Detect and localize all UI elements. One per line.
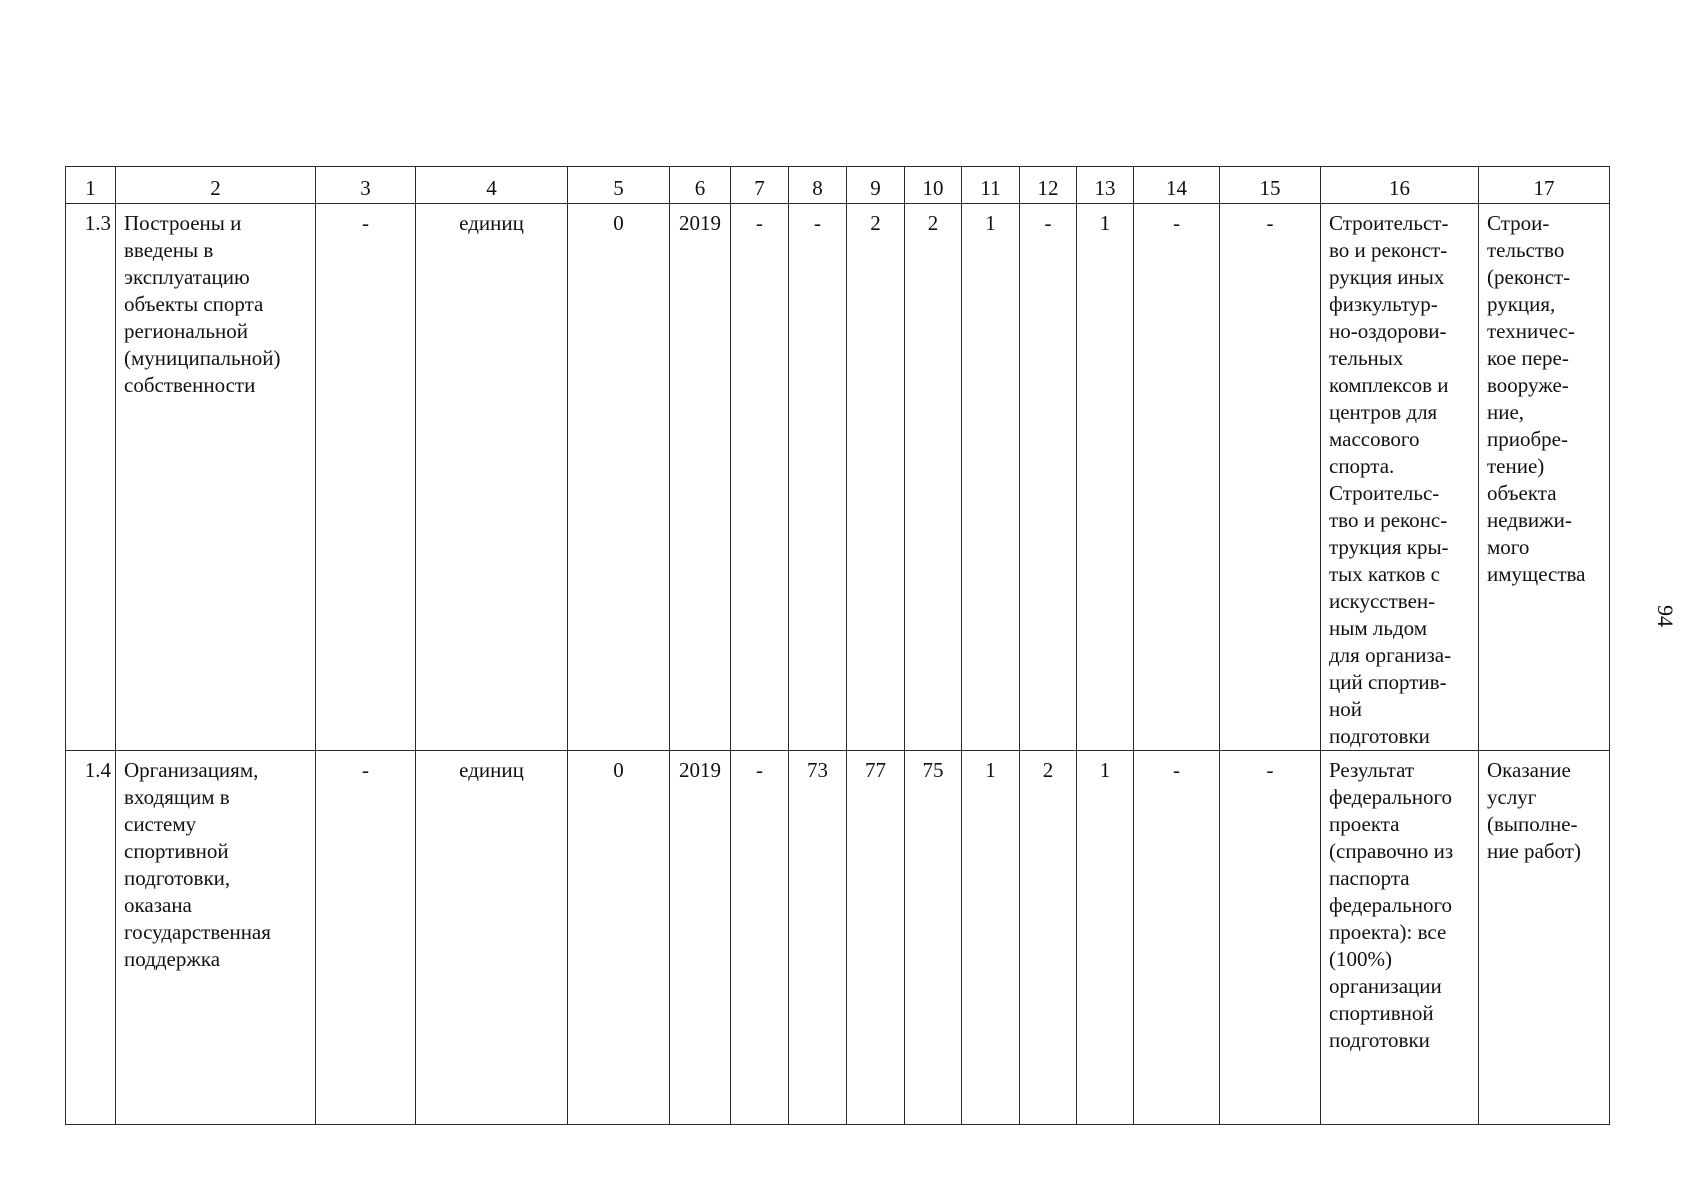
header-cell: 7: [731, 167, 789, 204]
header-cell: 6: [670, 167, 731, 204]
header-cell: 17: [1479, 167, 1610, 204]
header-cell: 16: [1321, 167, 1479, 204]
table-cell: 2: [905, 204, 962, 751]
header-cell: 15: [1220, 167, 1321, 204]
header-cell: 14: [1134, 167, 1220, 204]
header-cell: 9: [847, 167, 905, 204]
table-row: [66, 204, 1610, 751]
table-cell: -: [1220, 204, 1321, 751]
row-number-cell: 1.3: [66, 204, 116, 751]
table-cell: 1: [962, 204, 1020, 751]
table-cell: -: [731, 751, 789, 1125]
description-cell: Строительст- во и реконст- рукция иных физкультур- но-оздорови- тельных комплексов и центров для массового спорта. Строительс- тво и реконс- трукция кры- тых катков с искусствен- ным льдом для организа- ций спортив- ной подготовки: [1321, 204, 1479, 751]
table-cell: 0: [568, 204, 670, 751]
type-cell: Строи- тельство (реконст- рукция, техничес- кое пере- вооруже- ние, приобре- тение) объекта недвижи- мого имущества: [1479, 204, 1610, 751]
type-cell: Оказание услуг (выполне- ние работ): [1479, 751, 1610, 1125]
header-cell: 5: [568, 167, 670, 204]
header-row: [66, 167, 1610, 204]
header-cell: 13: [1077, 167, 1134, 204]
table-cell: 1: [962, 751, 1020, 1125]
table-cell: -: [1020, 204, 1077, 751]
table-cell: -: [789, 204, 847, 751]
year-cell: 2019: [670, 751, 731, 1125]
table-cell: 75: [905, 751, 962, 1125]
unit-cell: единиц: [416, 751, 568, 1125]
year-cell: 2019: [670, 204, 731, 751]
header-cell: 1: [66, 167, 116, 204]
row-number-cell: 1.4: [66, 751, 116, 1125]
table-cell: 0: [568, 751, 670, 1125]
table-cell: -: [316, 751, 416, 1125]
indicator-name-cell: Построены и введены в эксплуатацию объекты спорта региональной (муниципальной) собственности: [116, 204, 316, 751]
table-cell: -: [1134, 751, 1220, 1125]
header-cell: 2: [116, 167, 316, 204]
header-cell: 8: [789, 167, 847, 204]
table-cell: 1: [1077, 204, 1134, 751]
table-cell: 73: [789, 751, 847, 1125]
header-cell: 10: [905, 167, 962, 204]
table-cell: -: [316, 204, 416, 751]
table-cell: 77: [847, 751, 905, 1125]
table-cell: -: [1220, 751, 1321, 1125]
indicator-name-cell: Организациям, входящим в систему спортивной подготовки, оказана государственная поддержка: [116, 751, 316, 1125]
table-cell: 2: [847, 204, 905, 751]
table-cell: -: [731, 204, 789, 751]
data-table: [65, 166, 1610, 1125]
unit-cell: единиц: [416, 204, 568, 751]
page-number: 94: [1653, 605, 1678, 627]
header-cell: 4: [416, 167, 568, 204]
table-cell: -: [1134, 204, 1220, 751]
header-cell: 3: [316, 167, 416, 204]
table-cell: 2: [1020, 751, 1077, 1125]
header-cell: 11: [962, 167, 1020, 204]
description-cell: Результат федерального проекта (справочно из паспорта федерального проекта): все (100%) организации спортивной подготовки: [1321, 751, 1479, 1125]
table-row: [66, 751, 1610, 1125]
table-cell: 1: [1077, 751, 1134, 1125]
header-cell: 12: [1020, 167, 1077, 204]
